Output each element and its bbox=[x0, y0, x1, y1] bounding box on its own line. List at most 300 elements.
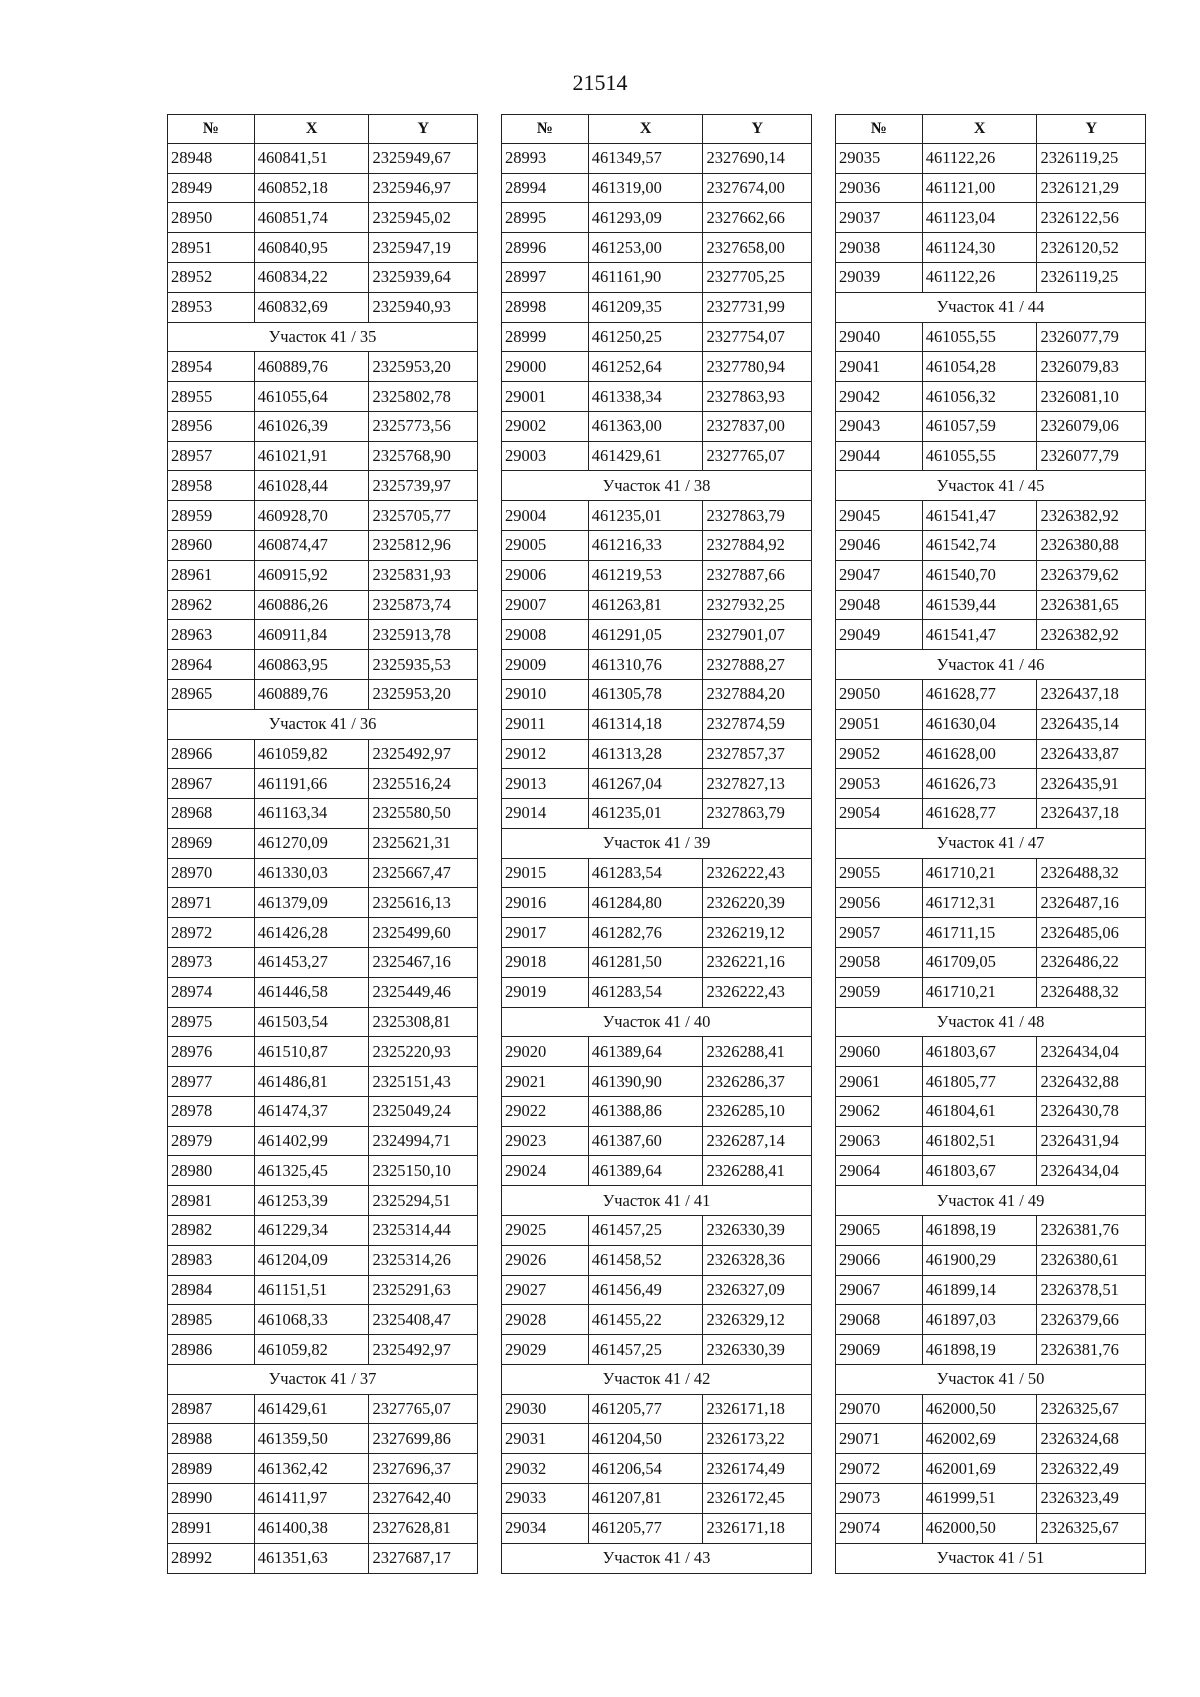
y-coordinate: 2326221,16 bbox=[703, 947, 812, 977]
table-row bbox=[836, 1067, 1146, 1097]
point-number: 29027 bbox=[502, 1275, 589, 1305]
y-coordinate: 2326122,56 bbox=[1037, 203, 1146, 233]
x-coordinate: 461710,21 bbox=[922, 977, 1037, 1007]
y-coordinate: 2325492,97 bbox=[369, 739, 478, 769]
y-coordinate: 2326121,29 bbox=[1037, 173, 1146, 203]
point-number: 29051 bbox=[836, 709, 923, 739]
y-coordinate: 2327662,66 bbox=[703, 203, 812, 233]
point-number: 29061 bbox=[836, 1067, 923, 1097]
table-row bbox=[836, 1424, 1146, 1454]
x-coordinate: 460874,47 bbox=[254, 531, 369, 561]
table-row bbox=[502, 918, 812, 948]
point-number: 29032 bbox=[502, 1454, 589, 1484]
x-coordinate: 461219,53 bbox=[588, 560, 703, 590]
y-coordinate: 2327887,66 bbox=[703, 560, 812, 590]
section-title: Участок 41 / 41 bbox=[502, 1186, 812, 1216]
point-number: 29072 bbox=[836, 1454, 923, 1484]
table-row bbox=[502, 1454, 812, 1484]
y-coordinate: 2325773,56 bbox=[369, 411, 478, 441]
y-coordinate: 2325492,97 bbox=[369, 1335, 478, 1365]
x-coordinate: 461363,00 bbox=[588, 411, 703, 441]
table-row bbox=[168, 918, 478, 948]
table-row bbox=[168, 769, 478, 799]
section-row bbox=[168, 322, 478, 352]
y-coordinate: 2327699,86 bbox=[369, 1424, 478, 1454]
x-coordinate: 461216,33 bbox=[588, 531, 703, 561]
point-number: 28967 bbox=[168, 769, 255, 799]
x-coordinate: 461486,81 bbox=[254, 1067, 369, 1097]
table-row bbox=[502, 1275, 812, 1305]
section-row bbox=[168, 709, 478, 739]
y-coordinate: 2326077,79 bbox=[1037, 322, 1146, 352]
x-coordinate: 461630,04 bbox=[922, 709, 1037, 739]
table-row bbox=[836, 560, 1146, 590]
point-number: 29055 bbox=[836, 858, 923, 888]
table-row bbox=[168, 233, 478, 263]
x-coordinate: 461379,09 bbox=[254, 888, 369, 918]
section-row bbox=[502, 1364, 812, 1394]
x-coordinate: 461204,09 bbox=[254, 1245, 369, 1275]
y-coordinate: 2326382,92 bbox=[1037, 501, 1146, 531]
point-number: 28980 bbox=[168, 1156, 255, 1186]
table-row bbox=[836, 382, 1146, 412]
section-row bbox=[836, 1007, 1146, 1037]
point-number: 29059 bbox=[836, 977, 923, 1007]
y-coordinate: 2327837,00 bbox=[703, 411, 812, 441]
x-coordinate: 461359,50 bbox=[254, 1424, 369, 1454]
table-row bbox=[502, 977, 812, 1007]
section-row bbox=[836, 1186, 1146, 1216]
table-row bbox=[502, 560, 812, 590]
y-coordinate: 2325739,97 bbox=[369, 471, 478, 501]
point-number: 28979 bbox=[168, 1126, 255, 1156]
section-row bbox=[502, 471, 812, 501]
table-row bbox=[836, 799, 1146, 829]
y-coordinate: 2326330,39 bbox=[703, 1216, 812, 1246]
point-number: 29049 bbox=[836, 620, 923, 650]
x-coordinate: 461330,03 bbox=[254, 858, 369, 888]
table-row bbox=[502, 203, 812, 233]
x-coordinate: 461351,63 bbox=[254, 1543, 369, 1573]
y-coordinate: 2326222,43 bbox=[703, 858, 812, 888]
coordinate-table bbox=[167, 114, 478, 1574]
y-coordinate: 2326486,22 bbox=[1037, 947, 1146, 977]
table-row bbox=[836, 322, 1146, 352]
y-coordinate: 2326485,06 bbox=[1037, 918, 1146, 948]
table-row bbox=[502, 382, 812, 412]
table-row bbox=[836, 977, 1146, 1007]
x-coordinate: 461710,21 bbox=[922, 858, 1037, 888]
y-coordinate: 2326435,14 bbox=[1037, 709, 1146, 739]
x-coordinate: 461709,05 bbox=[922, 947, 1037, 977]
point-number: 29044 bbox=[836, 441, 923, 471]
y-coordinate: 2327687,17 bbox=[369, 1543, 478, 1573]
table-row bbox=[836, 888, 1146, 918]
table-row bbox=[168, 1067, 478, 1097]
table-row bbox=[168, 1216, 478, 1246]
table-row bbox=[502, 650, 812, 680]
table-row bbox=[168, 799, 478, 829]
y-coordinate: 2326325,67 bbox=[1037, 1513, 1146, 1543]
header-row bbox=[502, 115, 812, 144]
y-coordinate: 2327827,13 bbox=[703, 769, 812, 799]
y-coordinate: 2325220,93 bbox=[369, 1037, 478, 1067]
y-coordinate: 2326119,25 bbox=[1037, 263, 1146, 293]
y-coordinate: 2326488,32 bbox=[1037, 977, 1146, 1007]
y-coordinate: 2326322,49 bbox=[1037, 1454, 1146, 1484]
header-num: № bbox=[836, 115, 923, 144]
point-number: 29054 bbox=[836, 799, 923, 829]
y-coordinate: 2326172,45 bbox=[703, 1484, 812, 1514]
x-coordinate: 461388,86 bbox=[588, 1096, 703, 1126]
y-coordinate: 2326379,66 bbox=[1037, 1305, 1146, 1335]
point-number: 29026 bbox=[502, 1245, 589, 1275]
table-row bbox=[502, 1394, 812, 1424]
x-coordinate: 460832,69 bbox=[254, 292, 369, 322]
table-row bbox=[836, 620, 1146, 650]
point-number: 29010 bbox=[502, 679, 589, 709]
section-row bbox=[836, 292, 1146, 322]
point-number: 28986 bbox=[168, 1335, 255, 1365]
y-coordinate: 2326285,10 bbox=[703, 1096, 812, 1126]
x-coordinate: 461802,51 bbox=[922, 1126, 1037, 1156]
x-coordinate: 461362,42 bbox=[254, 1454, 369, 1484]
point-number: 29066 bbox=[836, 1245, 923, 1275]
y-coordinate: 2327690,14 bbox=[703, 143, 812, 173]
point-number: 29057 bbox=[836, 918, 923, 948]
table-row bbox=[502, 1335, 812, 1365]
x-coordinate: 462001,69 bbox=[922, 1454, 1037, 1484]
x-coordinate: 460834,22 bbox=[254, 263, 369, 293]
table-row bbox=[836, 1305, 1146, 1335]
section-row bbox=[502, 1543, 812, 1573]
point-number: 28968 bbox=[168, 799, 255, 829]
table-row bbox=[836, 739, 1146, 769]
point-number: 28987 bbox=[168, 1394, 255, 1424]
header-x: X bbox=[588, 115, 703, 144]
section-title: Участок 41 / 46 bbox=[836, 650, 1146, 680]
table-row bbox=[836, 173, 1146, 203]
section-title: Участок 41 / 36 bbox=[168, 709, 478, 739]
point-number: 29018 bbox=[502, 947, 589, 977]
table-row bbox=[502, 888, 812, 918]
point-number: 29029 bbox=[502, 1335, 589, 1365]
x-coordinate: 461387,60 bbox=[588, 1126, 703, 1156]
point-number: 29016 bbox=[502, 888, 589, 918]
section-row bbox=[836, 1364, 1146, 1394]
point-number: 29058 bbox=[836, 947, 923, 977]
table-row bbox=[168, 650, 478, 680]
y-coordinate: 2326222,43 bbox=[703, 977, 812, 1007]
y-coordinate: 2325935,53 bbox=[369, 650, 478, 680]
x-coordinate: 461898,19 bbox=[922, 1335, 1037, 1365]
table-row bbox=[502, 590, 812, 620]
y-coordinate: 2326433,87 bbox=[1037, 739, 1146, 769]
table-row bbox=[168, 858, 478, 888]
y-coordinate: 2326119,25 bbox=[1037, 143, 1146, 173]
x-coordinate: 461389,64 bbox=[588, 1156, 703, 1186]
table-row bbox=[836, 411, 1146, 441]
y-coordinate: 2326328,36 bbox=[703, 1245, 812, 1275]
table-row bbox=[168, 888, 478, 918]
coordinate-tables bbox=[167, 114, 1146, 1574]
table-row bbox=[168, 1424, 478, 1454]
section-row bbox=[502, 1186, 812, 1216]
point-number: 29035 bbox=[836, 143, 923, 173]
table-row bbox=[836, 1245, 1146, 1275]
x-coordinate: 461457,25 bbox=[588, 1335, 703, 1365]
point-number: 29045 bbox=[836, 501, 923, 531]
x-coordinate: 461235,01 bbox=[588, 799, 703, 829]
point-number: 29052 bbox=[836, 739, 923, 769]
header-y: Y bbox=[369, 115, 478, 144]
x-coordinate: 461054,28 bbox=[922, 352, 1037, 382]
y-coordinate: 2326430,78 bbox=[1037, 1096, 1146, 1126]
point-number: 29009 bbox=[502, 650, 589, 680]
x-coordinate: 461122,26 bbox=[922, 143, 1037, 173]
point-number: 28982 bbox=[168, 1216, 255, 1246]
point-number: 28973 bbox=[168, 947, 255, 977]
y-coordinate: 2327731,99 bbox=[703, 292, 812, 322]
x-coordinate: 461059,82 bbox=[254, 1335, 369, 1365]
y-coordinate: 2326434,04 bbox=[1037, 1037, 1146, 1067]
x-coordinate: 460886,26 bbox=[254, 590, 369, 620]
x-coordinate: 461626,73 bbox=[922, 769, 1037, 799]
point-number: 28977 bbox=[168, 1067, 255, 1097]
point-number: 28997 bbox=[502, 263, 589, 293]
x-coordinate: 461252,64 bbox=[588, 352, 703, 382]
y-coordinate: 2325616,13 bbox=[369, 888, 478, 918]
header-x: X bbox=[922, 115, 1037, 144]
x-coordinate: 461313,28 bbox=[588, 739, 703, 769]
x-coordinate: 460911,84 bbox=[254, 620, 369, 650]
y-coordinate: 2326432,88 bbox=[1037, 1067, 1146, 1097]
x-coordinate: 461310,76 bbox=[588, 650, 703, 680]
table-row bbox=[836, 531, 1146, 561]
y-coordinate: 2327780,94 bbox=[703, 352, 812, 382]
y-coordinate: 2326487,16 bbox=[1037, 888, 1146, 918]
y-coordinate: 2325940,93 bbox=[369, 292, 478, 322]
header-x: X bbox=[254, 115, 369, 144]
x-coordinate: 461712,31 bbox=[922, 888, 1037, 918]
point-number: 29074 bbox=[836, 1513, 923, 1543]
y-coordinate: 2326120,52 bbox=[1037, 233, 1146, 263]
point-number: 28962 bbox=[168, 590, 255, 620]
x-coordinate: 461402,99 bbox=[254, 1126, 369, 1156]
x-coordinate: 461803,67 bbox=[922, 1156, 1037, 1186]
y-coordinate: 2326327,09 bbox=[703, 1275, 812, 1305]
table-row bbox=[502, 441, 812, 471]
x-coordinate: 460852,18 bbox=[254, 173, 369, 203]
y-coordinate: 2326171,18 bbox=[703, 1394, 812, 1424]
point-number: 29060 bbox=[836, 1037, 923, 1067]
point-number: 28998 bbox=[502, 292, 589, 322]
y-coordinate: 2325953,20 bbox=[369, 352, 478, 382]
table-row bbox=[168, 352, 478, 382]
x-coordinate: 461805,77 bbox=[922, 1067, 1037, 1097]
x-coordinate: 461263,81 bbox=[588, 590, 703, 620]
section-row bbox=[836, 1543, 1146, 1573]
table-row bbox=[502, 858, 812, 888]
x-coordinate: 461250,25 bbox=[588, 322, 703, 352]
x-coordinate: 461121,00 bbox=[922, 173, 1037, 203]
x-coordinate: 461628,00 bbox=[922, 739, 1037, 769]
y-coordinate: 2325831,93 bbox=[369, 560, 478, 590]
point-number: 28999 bbox=[502, 322, 589, 352]
point-number: 28975 bbox=[168, 1007, 255, 1037]
section-title: Участок 41 / 44 bbox=[836, 292, 1146, 322]
point-number: 29037 bbox=[836, 203, 923, 233]
point-number: 29041 bbox=[836, 352, 923, 382]
x-coordinate: 461253,39 bbox=[254, 1186, 369, 1216]
y-coordinate: 2326381,76 bbox=[1037, 1335, 1146, 1365]
section-title: Участок 41 / 37 bbox=[168, 1364, 478, 1394]
x-coordinate: 461293,09 bbox=[588, 203, 703, 233]
x-coordinate: 462000,50 bbox=[922, 1394, 1037, 1424]
table-row bbox=[168, 1186, 478, 1216]
point-number: 29069 bbox=[836, 1335, 923, 1365]
table-row bbox=[168, 441, 478, 471]
section-title: Участок 41 / 35 bbox=[168, 322, 478, 352]
y-coordinate: 2325949,67 bbox=[369, 143, 478, 173]
point-number: 29000 bbox=[502, 352, 589, 382]
table-row bbox=[502, 292, 812, 322]
header-y: Y bbox=[703, 115, 812, 144]
point-number: 29050 bbox=[836, 679, 923, 709]
point-number: 28991 bbox=[168, 1513, 255, 1543]
x-coordinate: 461628,77 bbox=[922, 679, 1037, 709]
table-row bbox=[836, 769, 1146, 799]
table-row bbox=[168, 977, 478, 1007]
y-coordinate: 2326435,91 bbox=[1037, 769, 1146, 799]
y-coordinate: 2325873,74 bbox=[369, 590, 478, 620]
y-coordinate: 2327674,00 bbox=[703, 173, 812, 203]
x-coordinate: 461122,26 bbox=[922, 263, 1037, 293]
y-coordinate: 2325953,20 bbox=[369, 679, 478, 709]
table-row bbox=[168, 1484, 478, 1514]
point-number: 29028 bbox=[502, 1305, 589, 1335]
table-row bbox=[836, 501, 1146, 531]
y-coordinate: 2327658,00 bbox=[703, 233, 812, 263]
table-row bbox=[836, 1126, 1146, 1156]
point-number: 28976 bbox=[168, 1037, 255, 1067]
y-coordinate: 2326171,18 bbox=[703, 1513, 812, 1543]
x-coordinate: 461898,19 bbox=[922, 1216, 1037, 1246]
section-title: Участок 41 / 43 bbox=[502, 1543, 812, 1573]
x-coordinate: 461124,30 bbox=[922, 233, 1037, 263]
point-number: 29002 bbox=[502, 411, 589, 441]
point-number: 28963 bbox=[168, 620, 255, 650]
x-coordinate: 461305,78 bbox=[588, 679, 703, 709]
page-number: 21514 bbox=[572, 70, 628, 95]
y-coordinate: 2326081,10 bbox=[1037, 382, 1146, 412]
point-number: 28969 bbox=[168, 828, 255, 858]
point-number: 29007 bbox=[502, 590, 589, 620]
x-coordinate: 461059,82 bbox=[254, 739, 369, 769]
table-row bbox=[168, 1037, 478, 1067]
y-coordinate: 2327857,37 bbox=[703, 739, 812, 769]
header-num: № bbox=[168, 115, 255, 144]
point-number: 29012 bbox=[502, 739, 589, 769]
point-number: 29006 bbox=[502, 560, 589, 590]
x-coordinate: 461455,22 bbox=[588, 1305, 703, 1335]
y-coordinate: 2327754,07 bbox=[703, 322, 812, 352]
y-coordinate: 2326173,22 bbox=[703, 1424, 812, 1454]
point-number: 29073 bbox=[836, 1484, 923, 1514]
table-row bbox=[836, 1394, 1146, 1424]
point-number: 29070 bbox=[836, 1394, 923, 1424]
x-coordinate: 461999,51 bbox=[922, 1484, 1037, 1514]
y-coordinate: 2326288,41 bbox=[703, 1037, 812, 1067]
point-number: 28953 bbox=[168, 292, 255, 322]
x-coordinate: 461897,03 bbox=[922, 1305, 1037, 1335]
point-number: 29047 bbox=[836, 560, 923, 590]
y-coordinate: 2326381,65 bbox=[1037, 590, 1146, 620]
section-title: Участок 41 / 39 bbox=[502, 828, 812, 858]
point-number: 28989 bbox=[168, 1454, 255, 1484]
x-coordinate: 461207,81 bbox=[588, 1484, 703, 1514]
x-coordinate: 460841,51 bbox=[254, 143, 369, 173]
y-coordinate: 2324994,71 bbox=[369, 1126, 478, 1156]
y-coordinate: 2325314,26 bbox=[369, 1245, 478, 1275]
table-row bbox=[502, 709, 812, 739]
y-coordinate: 2325449,46 bbox=[369, 977, 478, 1007]
y-coordinate: 2325946,97 bbox=[369, 173, 478, 203]
x-coordinate: 461021,91 bbox=[254, 441, 369, 471]
y-coordinate: 2326287,14 bbox=[703, 1126, 812, 1156]
point-number: 28950 bbox=[168, 203, 255, 233]
coordinate-table bbox=[501, 114, 812, 1574]
point-number: 28966 bbox=[168, 739, 255, 769]
y-coordinate: 2326329,12 bbox=[703, 1305, 812, 1335]
point-number: 29053 bbox=[836, 769, 923, 799]
table-row bbox=[168, 1513, 478, 1543]
y-coordinate: 2325945,02 bbox=[369, 203, 478, 233]
table-row bbox=[836, 1484, 1146, 1514]
x-coordinate: 461542,74 bbox=[922, 531, 1037, 561]
point-number: 28974 bbox=[168, 977, 255, 1007]
table-row bbox=[502, 501, 812, 531]
point-number: 28996 bbox=[502, 233, 589, 263]
table-row bbox=[168, 531, 478, 561]
point-number: 29068 bbox=[836, 1305, 923, 1335]
table-row bbox=[168, 1156, 478, 1186]
section-title: Участок 41 / 47 bbox=[836, 828, 1146, 858]
y-coordinate: 2327765,07 bbox=[703, 441, 812, 471]
x-coordinate: 461270,09 bbox=[254, 828, 369, 858]
point-number: 29036 bbox=[836, 173, 923, 203]
point-number: 28995 bbox=[502, 203, 589, 233]
x-coordinate: 461539,44 bbox=[922, 590, 1037, 620]
table-row bbox=[502, 679, 812, 709]
x-coordinate: 460889,76 bbox=[254, 679, 369, 709]
x-coordinate: 461411,97 bbox=[254, 1484, 369, 1514]
table-row bbox=[502, 263, 812, 293]
table-row bbox=[836, 1156, 1146, 1186]
x-coordinate: 461541,47 bbox=[922, 501, 1037, 531]
point-number: 28954 bbox=[168, 352, 255, 382]
x-coordinate: 460889,76 bbox=[254, 352, 369, 382]
y-coordinate: 2326380,61 bbox=[1037, 1245, 1146, 1275]
y-coordinate: 2325947,19 bbox=[369, 233, 478, 263]
table-row bbox=[168, 1454, 478, 1484]
x-coordinate: 461151,51 bbox=[254, 1275, 369, 1305]
table-row bbox=[836, 590, 1146, 620]
header-num: № bbox=[502, 115, 589, 144]
table-row bbox=[502, 1126, 812, 1156]
y-coordinate: 2327696,37 bbox=[369, 1454, 478, 1484]
table-row bbox=[168, 292, 478, 322]
